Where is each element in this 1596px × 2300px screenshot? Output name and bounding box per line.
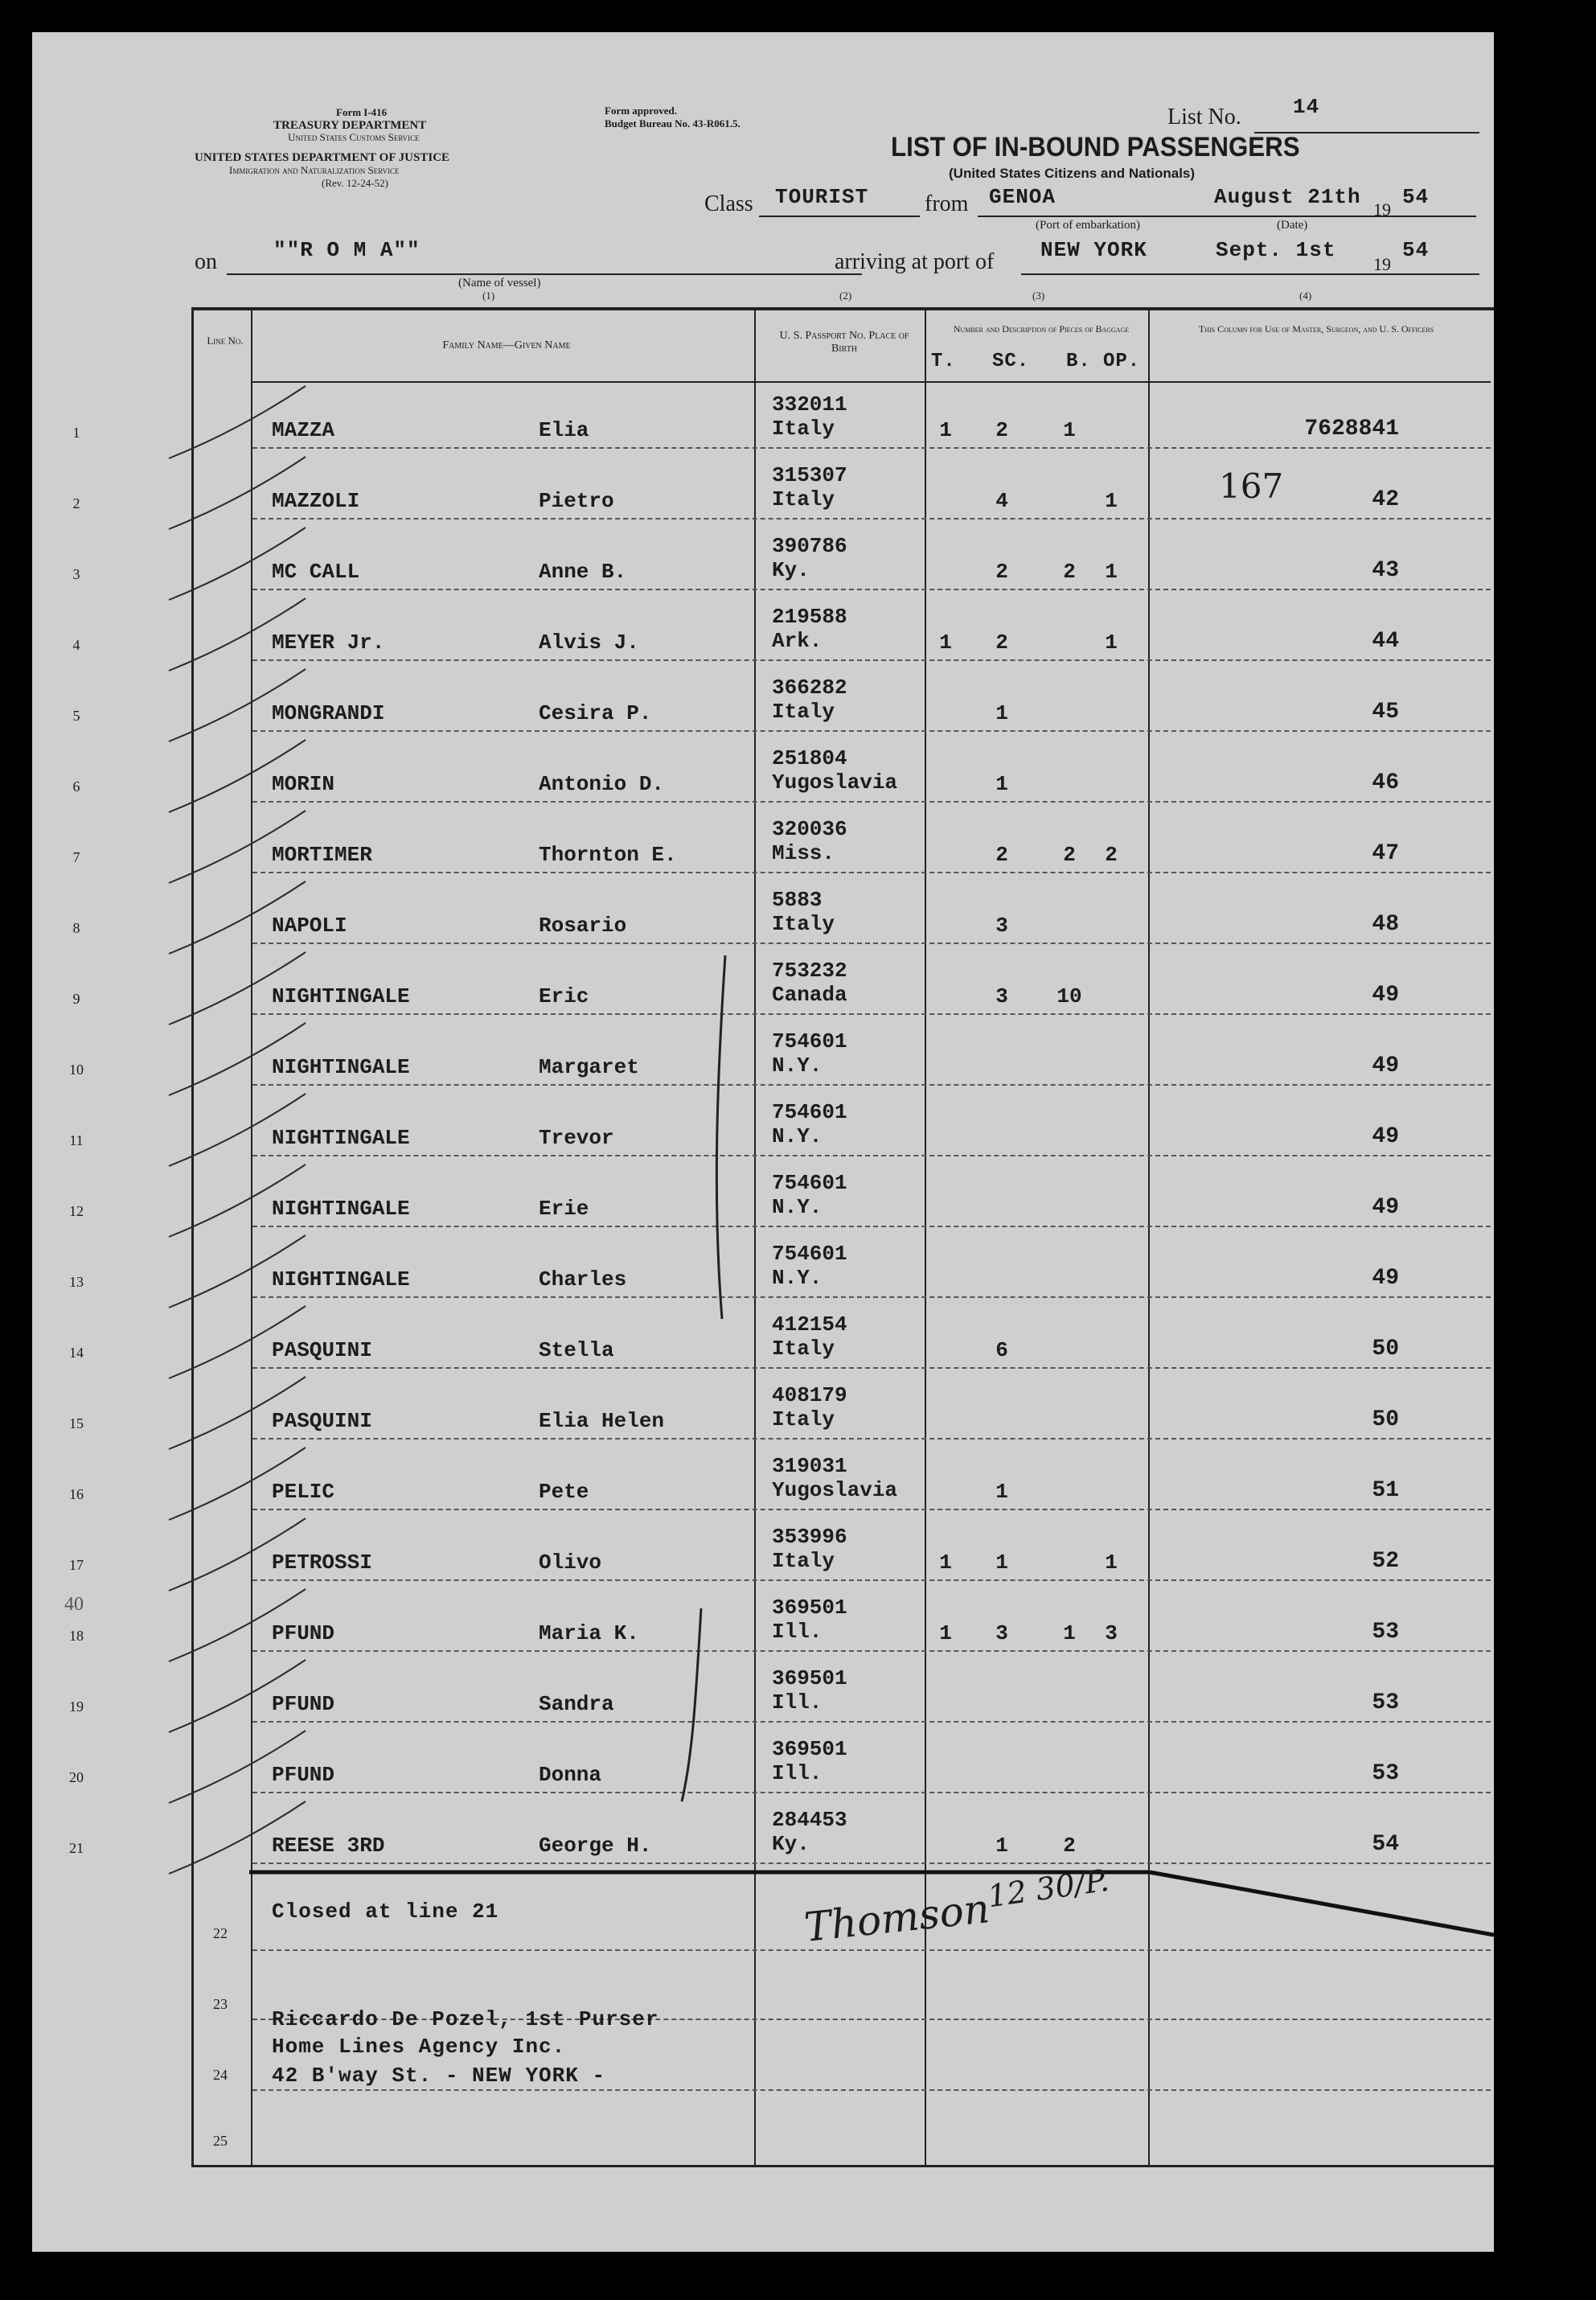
passport-number: 408179 xyxy=(772,1383,847,1407)
row-rule xyxy=(252,1949,1491,1951)
officer-entry: 50 xyxy=(1372,1337,1399,1362)
column-header-bag-t: T. xyxy=(931,351,956,372)
passport-number: 390786 xyxy=(772,534,847,558)
given-name: Stella xyxy=(539,1338,614,1362)
line-number: 11 xyxy=(69,1132,84,1148)
given-name: George H. xyxy=(539,1834,652,1858)
passport-number: 412154 xyxy=(772,1312,847,1337)
line-number: 3 xyxy=(72,566,80,582)
line-number: 6 xyxy=(72,778,80,795)
year-prefix-1: 19 xyxy=(1373,199,1391,220)
place-of-birth: Ill. xyxy=(772,1690,823,1715)
column-header-bag-op: OP. xyxy=(1103,351,1141,372)
baggage-sc: 2 xyxy=(995,418,1008,442)
line-number: 19 xyxy=(69,1698,84,1715)
family-name: MORTIMER xyxy=(272,843,372,867)
agency-name: Home Lines Agency Inc. xyxy=(272,2035,566,2059)
given-name: Anne B. xyxy=(539,560,627,584)
line-number: 18 xyxy=(69,1628,84,1644)
place-of-birth: N.Y. xyxy=(772,1266,823,1290)
officer-entry: 50 xyxy=(1372,1407,1399,1432)
passport-number: 219588 xyxy=(772,605,847,629)
officer-entry: 49 xyxy=(1372,1266,1399,1291)
officer-entry: 7628841 xyxy=(1304,417,1399,442)
officer-entry: 49 xyxy=(1372,983,1399,1008)
baggage-sc: 3 xyxy=(995,984,1008,1008)
arriving-label: arriving at port of xyxy=(835,249,995,274)
passport-number: 284453 xyxy=(772,1808,847,1832)
line-number: 20 xyxy=(69,1769,84,1785)
family-name: REESE 3RD xyxy=(272,1834,385,1858)
officer-entry: 49 xyxy=(1372,1053,1399,1078)
place-of-birth: N.Y. xyxy=(772,1124,823,1148)
col-ref-4: (4) xyxy=(1299,290,1312,302)
place-of-birth: Ark. xyxy=(772,629,823,653)
family-name: MORIN xyxy=(272,772,335,796)
col-ref-2: (2) xyxy=(839,290,852,302)
margin-number: 40 xyxy=(64,1594,84,1615)
baggage-sc: 1 xyxy=(995,1550,1008,1575)
place-of-birth: N.Y. xyxy=(772,1195,823,1219)
on-label: on xyxy=(195,249,217,274)
baggage-op: 1 xyxy=(1105,630,1118,655)
line-number: 4 xyxy=(72,637,80,653)
budget-bureau: Budget Bureau No. 43-R061.5. xyxy=(605,117,741,129)
arrival-date: Sept. 1st xyxy=(1216,238,1336,262)
given-name: Elia Helen xyxy=(539,1409,665,1433)
officer-entry: 42 xyxy=(1372,487,1399,512)
family-name: PFUND xyxy=(272,1692,335,1716)
year-2: 54 xyxy=(1402,238,1430,262)
family-name: PELIC xyxy=(272,1480,335,1504)
baggage-t: 1 xyxy=(939,1621,952,1645)
vessel-caption: (Name of vessel) xyxy=(458,277,541,290)
line-number: 21 xyxy=(69,1840,84,1856)
baggage-sc: 6 xyxy=(995,1338,1008,1362)
purser-name: Riccardo De Pozel, 1st Purser xyxy=(272,2007,659,2031)
line-number: 9 xyxy=(72,991,80,1007)
inspector-signature: Thomson xyxy=(802,1885,992,1951)
given-name: Pete xyxy=(539,1480,589,1504)
place-of-birth: N.Y. xyxy=(772,1053,823,1078)
passport-number: 754601 xyxy=(772,1100,847,1124)
arrival-port: NEW YORK xyxy=(1040,238,1147,262)
family-name: NIGHTINGALE xyxy=(272,1197,410,1221)
line-number-25: 25 xyxy=(213,2133,228,2149)
given-name: Olivo xyxy=(539,1550,602,1575)
officer-entry: 49 xyxy=(1372,1124,1399,1149)
from-label: from xyxy=(925,191,969,216)
family-name: MAZZA xyxy=(272,418,335,442)
line-number: 17 xyxy=(69,1557,84,1573)
closing-time-note: 12 30/P. xyxy=(985,1862,1111,1915)
baggage-sc: 1 xyxy=(995,1834,1008,1858)
document-subtitle: (United States Citizens and Nationals) xyxy=(949,166,1196,181)
line-number: 14 xyxy=(69,1345,84,1361)
officer-entry: 45 xyxy=(1372,700,1399,725)
given-name: Sandra xyxy=(539,1692,614,1716)
baggage-sc: 2 xyxy=(995,560,1008,584)
family-name: PETROSSI xyxy=(272,1550,372,1575)
given-name: Rosario xyxy=(539,914,627,938)
line-number-23: 23 xyxy=(213,1996,228,2012)
column-header-line: Line No. xyxy=(207,335,244,347)
column-header-baggage: Number and Description of Pieces of Baggage xyxy=(953,323,1130,335)
officer-entry: 47 xyxy=(1372,841,1399,866)
officer-entry: 43 xyxy=(1372,558,1399,583)
place-of-birth: Ky. xyxy=(772,1832,810,1856)
given-name: Elia xyxy=(539,418,589,442)
officer-entry: 48 xyxy=(1372,912,1399,937)
class-label: Class xyxy=(704,191,753,216)
manifest-page xyxy=(32,32,1494,2252)
passport-number: 366282 xyxy=(772,676,847,700)
passport-number: 353996 xyxy=(772,1525,847,1549)
place-of-birth: Italy xyxy=(772,912,835,936)
given-name: Cesira P. xyxy=(539,701,652,725)
baggage-sc: 1 xyxy=(995,772,1008,796)
column-header-name: Family Name—Given Name xyxy=(442,339,571,351)
place-of-birth: Yugoslavia xyxy=(772,770,898,795)
place-of-birth: Yugoslavia xyxy=(772,1478,898,1502)
place-of-birth: Italy xyxy=(772,1337,835,1361)
line-number: 7 xyxy=(72,849,80,865)
family-name: NIGHTINGALE xyxy=(272,1267,410,1292)
passport-number: 369501 xyxy=(772,1737,847,1761)
family-name: MEYER Jr. xyxy=(272,630,385,655)
line-number: 15 xyxy=(69,1415,84,1431)
year-prefix-2: 19 xyxy=(1373,254,1391,274)
line-number-22: 22 xyxy=(213,1925,228,1941)
passport-number: 754601 xyxy=(772,1029,847,1053)
officer-note: 167 xyxy=(1219,466,1284,506)
baggage-t: 1 xyxy=(939,1550,952,1575)
baggage-sc: 3 xyxy=(995,914,1008,938)
year-1: 54 xyxy=(1402,185,1430,209)
baggage-b: 1 xyxy=(1063,418,1076,442)
officer-entry: 44 xyxy=(1372,629,1399,654)
line-number: 12 xyxy=(69,1203,84,1219)
given-name: Margaret xyxy=(539,1055,639,1079)
place-of-birth: Italy xyxy=(772,1407,835,1431)
baggage-sc: 4 xyxy=(995,489,1008,513)
family-name: NIGHTINGALE xyxy=(272,1126,410,1150)
officer-entry: 54 xyxy=(1372,1832,1399,1857)
customs-service: United States Customs Service xyxy=(288,131,420,143)
closing-line xyxy=(32,32,1494,2252)
given-name: Trevor xyxy=(539,1126,614,1150)
port-of-embarkation: GENOA xyxy=(989,185,1056,209)
place-of-birth: Ill. xyxy=(772,1761,823,1785)
baggage-op: 1 xyxy=(1105,1550,1118,1575)
line-number: 13 xyxy=(69,1274,84,1290)
officer-entry: 51 xyxy=(1372,1478,1399,1503)
list-no-label: List No. xyxy=(1167,105,1241,129)
line-number: 10 xyxy=(69,1062,84,1078)
line-number: 8 xyxy=(72,920,80,936)
passport-number: 315307 xyxy=(772,463,847,487)
baggage-op: 1 xyxy=(1105,489,1118,513)
officer-entry: 53 xyxy=(1372,1690,1399,1715)
given-name: Charles xyxy=(539,1267,627,1292)
treasury-dept: TREASURY DEPARTMENT xyxy=(273,119,427,132)
column-header-bag-sc: SC. xyxy=(992,351,1030,372)
baggage-op: 1 xyxy=(1105,560,1118,584)
agency-address: 42 B'way St. - NEW YORK - xyxy=(272,2064,606,2088)
baggage-b: 2 xyxy=(1063,1834,1076,1858)
class-value: TOURIST xyxy=(775,185,869,209)
family-name: MC CALL xyxy=(272,560,360,584)
column-header-officers: This Column for Use of Master, Surgeon, and U. S. Officers xyxy=(1198,323,1434,335)
officer-entry: 52 xyxy=(1372,1549,1399,1574)
col-ref-1: (1) xyxy=(482,290,495,302)
line-number: 2 xyxy=(72,495,80,511)
given-name: Donna xyxy=(539,1763,602,1787)
given-name: Antonio D. xyxy=(539,772,665,796)
date-caption: (Date) xyxy=(1277,219,1308,232)
officer-entry: 46 xyxy=(1372,770,1399,795)
baggage-t: 1 xyxy=(939,418,952,442)
line-number-24: 24 xyxy=(213,2067,228,2083)
document-title: LIST OF IN-BOUND PASSENGERS xyxy=(891,132,1300,162)
row-rule xyxy=(252,2089,1491,2091)
revision: (Rev. 12-24-52) xyxy=(322,177,388,189)
family-name: NIGHTINGALE xyxy=(272,1055,410,1079)
baggage-sc: 2 xyxy=(995,630,1008,655)
family-name: PASQUINI xyxy=(272,1409,372,1433)
form-number: Form I-416 xyxy=(336,106,388,118)
place-of-birth: Ill. xyxy=(772,1620,823,1644)
line-number: 16 xyxy=(69,1486,84,1502)
place-of-birth: Italy xyxy=(772,1549,835,1573)
place-of-birth: Canada xyxy=(772,983,847,1007)
family-name: PASQUINI xyxy=(272,1338,372,1362)
passport-number: 754601 xyxy=(772,1171,847,1195)
passport-number: 753232 xyxy=(772,959,847,983)
passport-number: 319031 xyxy=(772,1454,847,1478)
baggage-b: 1 xyxy=(1063,1621,1076,1645)
baggage-t: 1 xyxy=(939,630,952,655)
family-name: MAZZOLI xyxy=(272,489,360,513)
line-number: 1 xyxy=(72,425,80,441)
vessel-name: ""R O M A"" xyxy=(273,238,421,262)
given-name: Eric xyxy=(539,984,589,1008)
passport-number: 332011 xyxy=(772,392,847,417)
given-name: Thornton E. xyxy=(539,843,677,867)
line-number: 5 xyxy=(72,708,80,724)
place-of-birth: Ky. xyxy=(772,558,810,582)
passport-number: 754601 xyxy=(772,1242,847,1266)
family-name: MONGRANDI xyxy=(272,701,385,725)
place-of-birth: Italy xyxy=(772,487,835,511)
officer-entry: 49 xyxy=(1372,1195,1399,1220)
ins-service: Immigration and Naturalization Service xyxy=(229,164,400,176)
port-caption: (Port of embarkation) xyxy=(1036,219,1140,232)
given-name: Alvis J. xyxy=(539,630,639,655)
officer-entry: 53 xyxy=(1372,1761,1399,1786)
justice-dept: UNITED STATES DEPARTMENT OF JUSTICE xyxy=(195,151,450,164)
baggage-op: 2 xyxy=(1105,843,1118,867)
family-name: NAPOLI xyxy=(272,914,347,938)
given-name: Pietro xyxy=(539,489,614,513)
family-name: PFUND xyxy=(272,1763,335,1787)
place-of-birth: Italy xyxy=(772,700,835,724)
family-name: NIGHTINGALE xyxy=(272,984,410,1008)
place-of-birth: Italy xyxy=(772,417,835,441)
given-name: Maria K. xyxy=(539,1621,639,1645)
given-name: Erie xyxy=(539,1197,589,1221)
list-no: 14 xyxy=(1293,95,1320,119)
column-header-passport: U. S. Passport No. Place of Birth xyxy=(779,330,909,355)
passport-number: 369501 xyxy=(772,1596,847,1620)
baggage-b: 2 xyxy=(1063,560,1076,584)
baggage-b: 10 xyxy=(1056,984,1082,1008)
family-name: PFUND xyxy=(272,1621,335,1645)
closed-note: Closed at line 21 xyxy=(272,1900,499,1924)
col-ref-3: (3) xyxy=(1032,290,1045,302)
passport-number: 5883 xyxy=(772,888,823,912)
baggage-sc: 2 xyxy=(995,843,1008,867)
baggage-sc: 3 xyxy=(995,1621,1008,1645)
passport-number: 369501 xyxy=(772,1666,847,1690)
place-of-birth: Miss. xyxy=(772,841,835,865)
baggage-b: 2 xyxy=(1063,843,1076,867)
baggage-op: 3 xyxy=(1105,1621,1118,1645)
officer-entry: 53 xyxy=(1372,1620,1399,1645)
passport-number: 320036 xyxy=(772,817,847,841)
departure-date: August 21th xyxy=(1214,185,1361,209)
passport-number: 251804 xyxy=(772,746,847,770)
baggage-sc: 1 xyxy=(995,1480,1008,1504)
column-header-bag-b: B. xyxy=(1066,351,1091,372)
form-approved: Form approved. xyxy=(605,105,678,117)
baggage-sc: 1 xyxy=(995,701,1008,725)
